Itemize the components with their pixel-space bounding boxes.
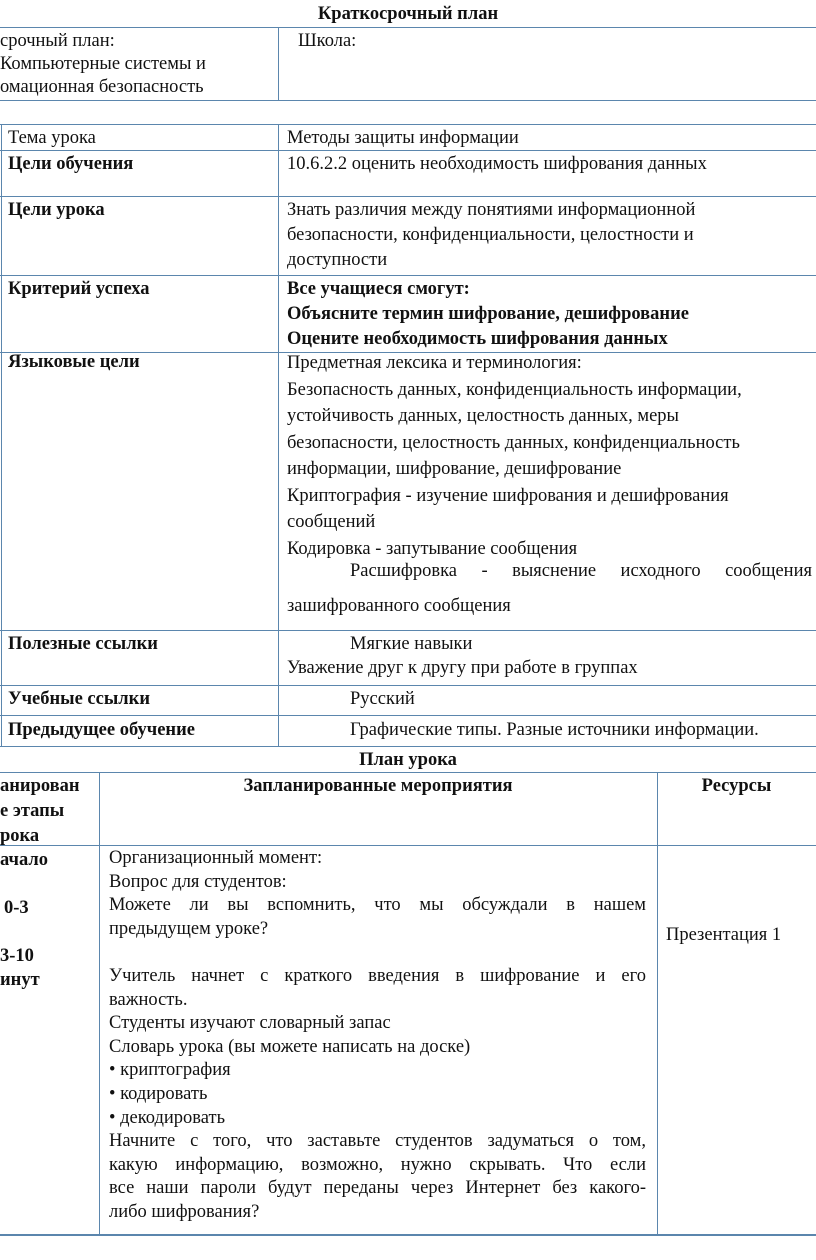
text-line: безопасности, конфиденциальности, целостности и xyxy=(287,225,694,245)
text-line: Безопасность данных, конфиденциальность информации, xyxy=(287,379,742,400)
text-line: все наши пароли будут переданы через Интернет без какого- xyxy=(109,1178,646,1199)
row-value-study-links: Русский xyxy=(350,689,415,709)
row-label-prior-learning: Предыдущее обучение xyxy=(8,720,195,740)
text-line: Учитель начнет с краткого введения в шифрование и его xyxy=(109,965,646,986)
header-stages xyxy=(0,774,80,849)
plan-header-line: омационная безопасность xyxy=(0,77,204,97)
row-label-study-links: Учебные ссылки xyxy=(8,689,150,709)
text-line: информации, шифрование, дешифрование xyxy=(287,459,622,479)
list-item: • кодировать xyxy=(109,1083,208,1104)
text-line: Можете ли вы вспомнить, что мы обсуждали в нашем xyxy=(109,895,646,916)
text-line: Объясните термин шифрование, дешифрование xyxy=(287,304,689,324)
text-line: либо шифрования? xyxy=(109,1201,260,1222)
plan-title: План урока xyxy=(359,750,457,770)
header-activities: Запланированные мероприятия xyxy=(243,776,513,796)
text-line: Вопрос для студентов: xyxy=(109,871,287,892)
row-value-success-criteria xyxy=(287,277,689,352)
row-value-learning-goals: 10.6.2.2 оценить необходимость шифрования данных xyxy=(287,154,707,174)
row-label-learning-goals: Цели обучения xyxy=(8,154,134,174)
row-value-topic: Методы защиты информации xyxy=(287,128,519,148)
text-line: Начните с того, что заставьте студентов задуматься о том, xyxy=(109,1131,646,1152)
document-title: Краткосрочный план xyxy=(317,4,499,24)
text-line: важность. xyxy=(109,989,188,1010)
text-line: устойчивость данных, целостность данных, меры xyxy=(287,406,679,426)
text-line: Все учащиеся смогут: xyxy=(287,279,470,299)
text-line: зашифрованного сообщения xyxy=(287,596,511,616)
text-line: предыдущем уроке? xyxy=(109,918,269,939)
text-line: Расшифровка - выяснение исходного сообщения xyxy=(350,561,812,581)
row-label-lesson-goals: Цели урока xyxy=(8,200,105,220)
header-resources: Ресурсы xyxy=(701,776,772,796)
text-line: анирован xyxy=(0,776,80,796)
plan-header-line: Компьютерные системы и xyxy=(0,54,206,74)
text-line: Предметная лексика и терминология: xyxy=(287,353,582,373)
text-line: е этапы xyxy=(0,801,65,821)
row-label-success-criteria: Критерий успеха xyxy=(8,279,150,299)
row-label-useful-links: Полезные ссылки xyxy=(8,634,158,654)
row-label-language-goals: Языковые цели xyxy=(8,352,140,372)
text-line: доступности xyxy=(287,250,388,270)
row-label-topic: Тема урока xyxy=(8,128,96,148)
list-item: • декодировать xyxy=(109,1107,226,1128)
resource-item: Презентация 1 xyxy=(666,925,782,945)
row-value-language-goals xyxy=(287,350,742,562)
text-line: Кодировка - запутывание сообщения xyxy=(287,538,578,559)
text-line: Знать различия между понятиями информационной xyxy=(287,200,696,220)
text-line: Организационный момент: xyxy=(109,848,323,868)
stage-unit: инут xyxy=(0,970,40,990)
plan-header-line: срочный план: xyxy=(0,31,115,51)
stage-time: 3-10 xyxy=(0,946,34,966)
stage-label: ачало xyxy=(0,850,48,870)
text-line: Студенты изучают словарный запас xyxy=(109,1013,391,1034)
row-value-line: Уважение друг к другу при работе в группах xyxy=(287,658,638,678)
text-line: Словарь урока (вы можете написать на доске) xyxy=(109,1036,471,1057)
text-line: сообщений xyxy=(287,512,376,532)
row-value-prior-learning: Графические типы. Разные источники информации. xyxy=(350,720,759,740)
text-line: Оцените необходимость шифрования данных xyxy=(287,329,668,349)
stage-time: 0-3 xyxy=(4,898,29,918)
text-line: безопасности, целостность данных, конфиденциальность xyxy=(287,432,740,453)
row-value-line: Мягкие навыки xyxy=(350,634,473,654)
text-line: Криптография - изучение шифрования и дешифрования xyxy=(287,485,729,506)
list-item: • криптография xyxy=(109,1060,231,1081)
row-value-lesson-goals xyxy=(287,198,695,273)
text-line: какую информацию, возможно, нужно скрывать. Что если xyxy=(109,1154,646,1175)
school-label: Школа: xyxy=(298,31,357,51)
activities-cell xyxy=(109,847,646,1225)
text-line: рока xyxy=(0,826,40,846)
